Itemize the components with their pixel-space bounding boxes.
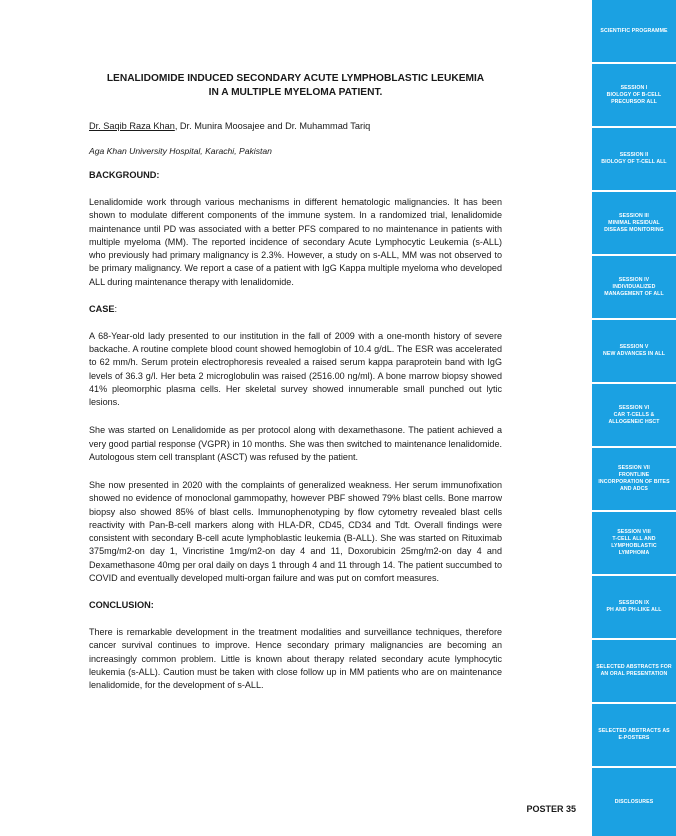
- case-heading: [89, 304, 502, 314]
- nav-session-7[interactable]: SESSION VII FRONTLINE INCORPORATION OF BITES AND ADCS: [592, 448, 676, 510]
- conclusion-heading-colon: :: [150, 600, 154, 610]
- case-heading-colon: :: [114, 303, 118, 314]
- title-line-1: LENALIDOMIDE INDUCED SECONDARY ACUTE LYMPHOBLASTIC LEUKEMIA: [106, 73, 485, 84]
- case-paragraph-3: She now presented in 2020 with the complaints of generalized weakness. Her serum immunofixation showed no evidence of monoclonal gammopathy, however PBF showed 79% blast cells. Bone marrow biopsy also showed 85% of blast cells. Immunophenotyping by flow cytometry revealed blast cells reactivity with Pan-B-cell markers along with HLA-DR, CD45, CD34 and Tdt. Overall findings were consistent with secondary B-cell acute lymphoblastic leukemia (B-ALL). She was started on Rituximab 375mg/m2-on day 1, Vincristine 1mg/m2-on day 4 and 11, Doxorubicin 25mg/m2-on day 4 and Dexamethasone 40mg per oral daily on days 1 through 4 and 11 through 14. The patient succumbed to COVID and eventually developed multi-organ failure and was put on comfort measures.: [89, 480, 502, 583]
- nav-e-posters[interactable]: SELECTED ABSTRACTS AS E-POSTERS: [592, 704, 676, 766]
- background-paragraph: Lenalidomide work through various mechanisms in different hematologic malignancies. It has been shown to modulate different components of the immune system. In a randomized trial, lenalidomide maintenance until PD was associated with a better PFS compared to no maintenance in patients with multiple myeloma (MM). The reported incidence of secondary Acute Lymphocytic Leukemia (s-ALL) who previously had primary malignancy is 2.3%. However, a study on s-ALL, MM was not observed to be primary malignancy. We report a case of a patient with IgG Kappa multiple myeloma who developed ALL during maintenance therapy with lenalidomide.: [89, 197, 502, 287]
- conclusion-heading: [89, 600, 502, 610]
- nav-oral-abstracts[interactable]: SELECTED ABSTRACTS FOR AN ORAL PRESENTATION: [592, 640, 676, 702]
- author-list: [89, 120, 502, 132]
- session-sidebar: [592, 0, 676, 836]
- conclusion-paragraph: There is remarkable development in the treatment modalities and surveillance techniques, therefore cancer survival continues to improve. Hence secondary primary malignancies are becoming an increasingly common problem. Little is known about therapy related secondary acute lymphocytic leukemia (s-ALL). Caution must be taken with close follow up in MM patients who are on maintenance lenalidomide, for the development of s-ALL.: [89, 627, 502, 690]
- nav-scientific-programme[interactable]: SCIENTIFIC PROGRAMME: [592, 0, 676, 62]
- background-heading: BACKGROUND:: [89, 170, 160, 180]
- abstract-title: [89, 72, 502, 99]
- presenting-author: Dr. Saqib Raza Khan: [89, 121, 175, 131]
- abstract-content: [89, 72, 502, 707]
- case-paragraph-1: A 68-Year-old lady presented to our institution in the fall of 2009 with a one-month history of severe backache. A routine complete blood count showed hemoglobin of 10.4 g/dL. The ESR was accelerated to 62 mm/h. Serum protein electrophoresis revealed a raised serum kappa paraprotein band with IgG levels of 36.3 g/l. Her beta 2 microglobulin was raised (2516.00 ng/ml). A bone marrow biopsy showed 41% pleomorphic plasma cells. Her skeletal survey showed innumerable small punched out lytic lesions.: [89, 330, 502, 407]
- affiliation: Aga Khan University Hospital, Karachi, Pakistan: [89, 146, 272, 156]
- nav-session-3[interactable]: SESSION III MINIMAL RESIDUAL DISEASE MONITORING: [592, 192, 676, 254]
- nav-session-4[interactable]: SESSION IV INDIVIDUALIZED MANAGEMENT OF ALL: [592, 256, 676, 318]
- case-heading-label: CASE: [89, 303, 115, 314]
- co-authors: , Dr. Munira Moosajee and Dr. Muhammad Tariq: [174, 121, 371, 131]
- case-paragraph-2: She was started on Lenalidomide as per protocol along with dexamethasone. The patient achieved a very good partial response (VGPR) in 10 months. She was then switched to maintenance lenalidomide. Autologous stem cell transplant (ASCT) was refused by the patient.: [89, 425, 502, 462]
- conclusion-heading-label: CONCLUSION: [89, 600, 151, 610]
- nav-session-9[interactable]: SESSION IX PH AND PH-LIKE ALL: [592, 576, 676, 638]
- nav-disclosures[interactable]: DISCLOSURES: [592, 768, 676, 836]
- nav-session-1[interactable]: SESSION I BIOLOGY OF B-CELL PRECURSOR ALL: [592, 64, 676, 126]
- nav-session-2[interactable]: SESSION II BIOLOGY OF T-CELL ALL: [592, 128, 676, 190]
- title-line-2: IN A MULTIPLE MYELOMA PATIENT.: [208, 86, 383, 98]
- nav-session-5[interactable]: SESSION V NEW ADVANCES IN ALL: [592, 320, 676, 382]
- nav-session-6[interactable]: SESSION VI CAR T-CELLS & ALLOGENEIC HSCT: [592, 384, 676, 446]
- poster-number: POSTER 35: [526, 804, 576, 814]
- nav-session-8[interactable]: SESSION VIII T-CELL ALL AND LYMPHOBLASTIC LYMPHOMA: [592, 512, 676, 574]
